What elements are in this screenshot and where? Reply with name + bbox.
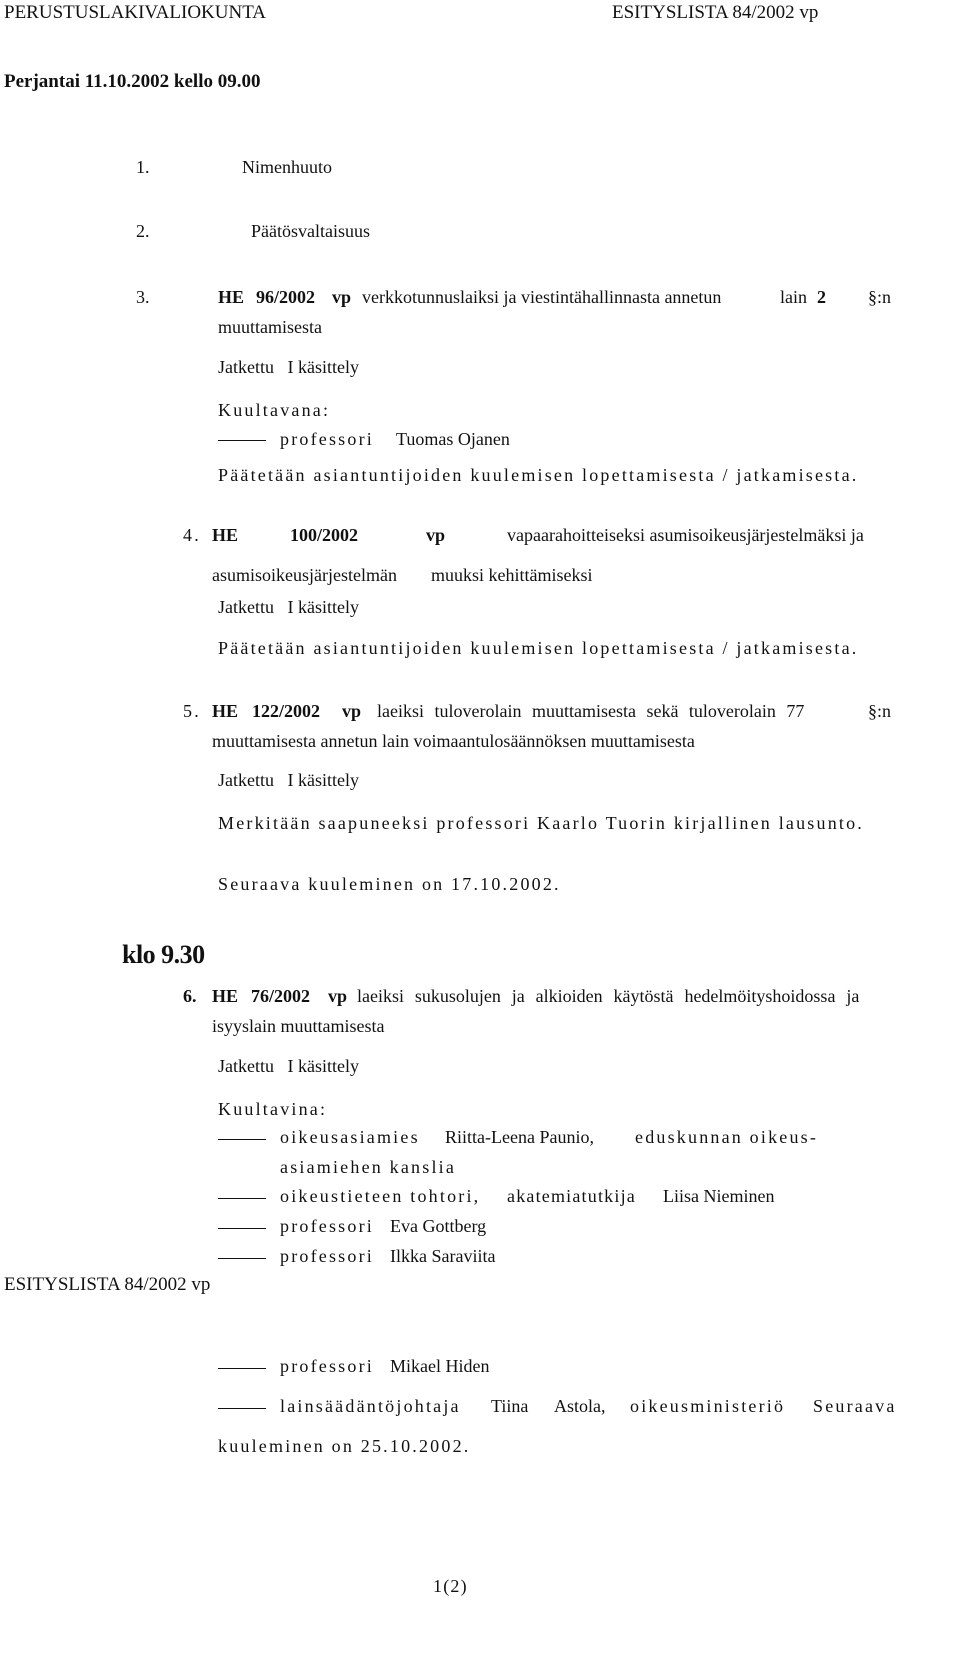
item-5-status: Jatkettu I käsittely [218, 770, 359, 790]
item-4-number: 4. [183, 525, 201, 545]
item-3-title-line2: muuttamisesta [218, 317, 322, 337]
item-2-number: 2. [136, 221, 150, 241]
dash-icon [218, 1228, 266, 1229]
item-6-heard-heading: Kuultavina: [218, 1099, 328, 1119]
page-number: 1(2) [433, 1576, 468, 1596]
item-6-he: HE [212, 986, 239, 1006]
item-3-expert-role: professori [280, 429, 374, 449]
item-3-section: §:n [868, 287, 892, 307]
item-3-number: 3. [136, 287, 150, 307]
item-3-vp: vp [332, 287, 352, 307]
dash-icon [218, 1258, 266, 1259]
document-reference: ESITYSLISTA 84/2002 vp [612, 2, 819, 23]
item-6-next-hearing-lead: Seuraava [813, 1396, 897, 1416]
item-3-heard-heading: Kuultavana: [218, 400, 331, 420]
expert-5-name: Mikael Hiden [390, 1356, 490, 1376]
item-5-reference: 122/2002 [252, 701, 321, 721]
expert-1-name: Riitta-Leena Paunio, [445, 1127, 594, 1147]
item-2-title: Päätösvaltaisuus [251, 221, 370, 241]
item-3-title-line1: verkkotunnuslaiksi ja viestintähallinnasta annetun [362, 287, 722, 307]
item-3-lain-number: 2 [817, 287, 826, 307]
item-4-he: HE [212, 525, 239, 545]
item-5-he: HE [212, 701, 239, 721]
item-4-title-line1: vapaarahoitteiseksi asumisoikeusjärjestelmäksi ja [507, 525, 864, 545]
item-6-vp: vp [328, 986, 348, 1006]
meeting-date: Perjantai 11.10.2002 kello 09.00 [4, 71, 261, 92]
expert-2-role: oikeustieteen tohtori, [280, 1186, 481, 1206]
expert-3-name: Eva Gottberg [390, 1216, 487, 1236]
item-3-reference: 96/2002 [256, 287, 316, 307]
item-1-number: 1. [136, 157, 150, 177]
dash-icon [218, 1139, 266, 1140]
item-3-expert-name: Tuomas Ojanen [396, 429, 510, 449]
item-4-decision: Päätetään asiantuntijoiden kuulemisen lopettamisesta / jatkamisesta. [218, 638, 859, 658]
dash-icon [218, 1408, 266, 1409]
item-6-number: 6. [183, 986, 197, 1006]
expert-1-org: eduskunnan oikeus- [635, 1127, 819, 1147]
item-3-decision: Päätetään asiantuntijoiden kuulemisen lopettamisesta / jatkamisesta. [218, 465, 859, 485]
item-4-title-line2a: asumisoikeusjärjestelmän [212, 565, 397, 585]
item-4-status: Jatkettu I käsittely [218, 597, 359, 617]
item-3-he: HE [218, 287, 245, 307]
item-5-section: §:n [868, 701, 892, 721]
item-6-status: Jatkettu I käsittely [218, 1056, 359, 1076]
dash-icon [218, 1198, 266, 1199]
expert-1-role: oikeusasiamies [280, 1127, 420, 1147]
item-5-number: 5. [183, 701, 201, 721]
item-3-lain: lain [780, 287, 807, 307]
expert-6-org: oikeusministeriö [630, 1396, 786, 1416]
item-1-title: Nimenhuuto [242, 157, 332, 177]
item-5-next-hearing: Seuraava kuuleminen on 17.10.2002. [218, 874, 561, 894]
dash-icon [218, 440, 266, 441]
item-5-title-line1: laeiksi tuloverolain muuttamisesta sekä tuloverolain 77 [377, 701, 805, 721]
expert-2-name: Liisa Nieminen [663, 1186, 775, 1206]
item-5-decision: Merkitään saapuneeksi professori Kaarlo Tuorin kirjallinen lausunto. [218, 813, 864, 833]
item-6-reference: 76/2002 [251, 986, 311, 1006]
expert-3-role: professori [280, 1216, 374, 1236]
item-4-title-line2b: muuksi kehittämiseksi [431, 565, 593, 585]
item-4-vp: vp [426, 525, 446, 545]
item-5-vp: vp [342, 701, 362, 721]
expert-1-org-line2: asiamiehen kanslia [280, 1157, 457, 1177]
item-6-next-hearing: kuuleminen on 25.10.2002. [218, 1436, 471, 1456]
time-marker: klo 9.30 [122, 940, 205, 969]
expert-6-name-last: Astola, [554, 1396, 606, 1416]
expert-2-role2: akatemiatutkija [507, 1186, 636, 1206]
expert-4-name: Ilkka Saraviita [390, 1246, 496, 1266]
expert-6-name-first: Tiina [491, 1396, 529, 1416]
item-6-title-line2: isyyslain muuttamisesta [212, 1016, 385, 1036]
dash-icon [218, 1368, 266, 1369]
item-3-status: Jatkettu I käsittely [218, 357, 359, 377]
item-6-title-line1: laeiksi sukusolujen ja alkioiden käytöstä hedelmöityshoidossa ja [357, 986, 860, 1006]
item-4-reference: 100/2002 [290, 525, 359, 545]
expert-6-role: lainsäädäntöjohtaja [280, 1396, 461, 1416]
expert-5-role: professori [280, 1356, 374, 1376]
expert-4-role: professori [280, 1246, 374, 1266]
committee-name: PERUSTUSLAKIVALIOKUNTA [4, 2, 267, 23]
page-break-reference: ESITYSLISTA 84/2002 vp [4, 1274, 211, 1295]
item-5-title-line2: muuttamisesta annetun lain voimaantulosäännöksen muuttamisesta [212, 731, 695, 751]
